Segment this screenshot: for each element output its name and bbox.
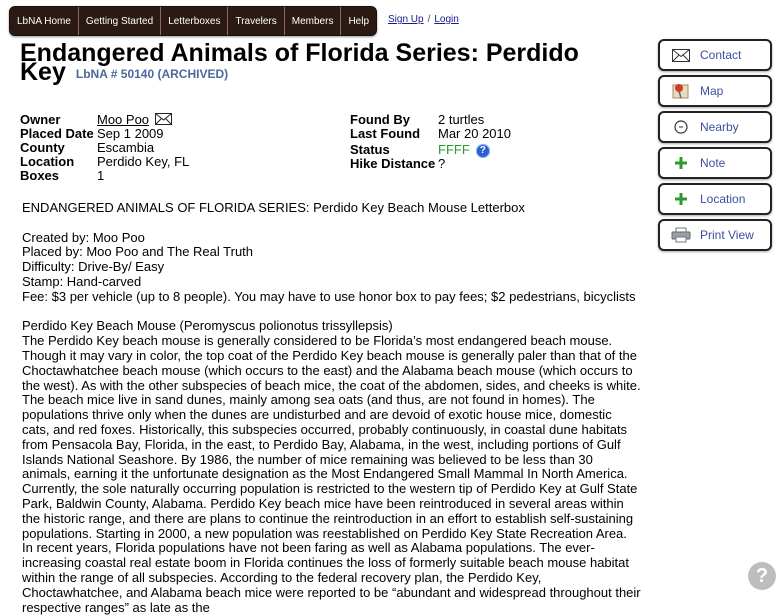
nearby-button[interactable]: [658, 111, 772, 143]
nav-item-help[interactable]: Help: [348, 15, 370, 27]
boxes-label: Boxes: [20, 168, 60, 183]
location-label: Location: [20, 154, 75, 169]
auth-links: [388, 14, 459, 25]
fee: Fee: $3 per vehicle (up to 8 people). You may have to use honor box to pay fees; $2 pedestrians, bicyclists: [22, 288, 636, 304]
nav-item-getting-started[interactable]: Getting Started: [79, 7, 161, 35]
location-button[interactable]: [658, 183, 772, 215]
created-by: Created by: Moo Poo: [22, 229, 145, 245]
nav-item-letterboxes[interactable]: Letterboxes: [161, 7, 228, 35]
plus-icon: [671, 154, 691, 172]
envelope-icon: [671, 46, 691, 64]
species-name: Perdido Key Beach Mouse (Peromyscus polionotus trissyllepsis): [22, 318, 393, 334]
compass-icon: [671, 118, 691, 136]
print-view-button[interactable]: [658, 219, 772, 251]
help-bubble-icon[interactable]: ?: [748, 562, 776, 590]
signup-link[interactable]: Sign Up: [388, 14, 424, 25]
note-label: Note: [700, 156, 726, 170]
paragraph-2: In recent years, Florida populations have not been faring as well as Alabama populations. The ever-increasing coastal real estate boom in Florida continues the loss of formerly suitable beach mouse habitat within the range of all subspecies. According to the federal recovery plan, the Perdido Key, Choctawhatchee, and Alabama beach mice were reported to be “abundant and widespread throughout their respective ranges” as late as the: [22, 540, 641, 615]
main-nav: [9, 6, 377, 36]
info-left: [20, 113, 189, 183]
auth-separator: /: [427, 14, 431, 25]
action-panel: [658, 39, 772, 255]
envelope-icon[interactable]: [155, 113, 172, 125]
printer-icon: [671, 226, 691, 244]
nav-item-members[interactable]: Members: [285, 7, 342, 35]
nearby-label: Nearby: [700, 120, 739, 134]
login-link[interactable]: Login: [434, 14, 459, 25]
info-right: [350, 113, 511, 171]
placed-date-value: Sep 1 2009: [97, 126, 164, 141]
map-button[interactable]: [658, 75, 772, 107]
county-label: County: [20, 140, 65, 155]
location-label: Location: [700, 192, 746, 206]
description-heading: ENDANGERED ANIMALS OF FLORIDA SERIES: Perdido Key Beach Mouse Letterbox: [22, 200, 525, 215]
contact-button[interactable]: [658, 39, 772, 71]
page-title: [20, 39, 620, 86]
hike-distance-value: ?: [438, 156, 446, 171]
lbna-number: LbNA # 50140 (ARCHIVED): [75, 67, 229, 81]
plus-icon: [671, 190, 691, 208]
status-value: FFFF: [438, 142, 470, 157]
map-pin-icon: [671, 82, 691, 100]
county-value: Escambia: [97, 140, 155, 155]
map-label: Map: [700, 84, 724, 98]
contact-label: Contact: [700, 48, 742, 62]
nav-item-lbna-home[interactable]: LbNA Home: [10, 7, 79, 35]
paragraph-1: The Perdido Key beach mouse is generally considered to be Florida’s most endangered beach mouse. Though it may vary in color, the top coat of the Perdido Key beach mouse is generally paler than that of the Choctawhatchee beach mouse (which occurs to the east) and the Alabama beach mouse (which occurs to the west). As with the other subspecies of beach mice, the coat of the abdomen, sides, and cheeks is white. The beach mice live in sand dunes, mainly among sea oats (and thus, are not found in homes). The populations thrive only when the dunes are undisturbed and are devoid of exotic house mice, domestic cats, and red foxes. Historically, this subspecies occurred, probably continuously, in coastal dune habitats from Pensacola Bay, Florida, in the east, to Perdido Bay, Alabama, in the west, including portions of Gulf Islands National Seashore. By 1986, the number of mice remaining was believed to be less than 30 animals, earning it the unfortunate designation as the Most Endangered Small Mammal In North America. Currently, the sole naturally occurring population is restricted to the western tip of Perdido Key at Gulf State Park, Baldwin County, Alabama. Perdido Key beach mice have been reintroduced in several areas within the historic range, and there are plans to continue the reintroduction in an effort to establish self-sustaining populations. Starting in 2000, a new population was reestablished on Perdido Key State Recreation Area.: [22, 333, 641, 541]
location-value: Perdido Key, FL: [97, 154, 190, 169]
boxes-value: 1: [97, 168, 105, 183]
nav-item-travelers[interactable]: Travelers: [228, 7, 284, 35]
owner-link[interactable]: Moo Poo: [97, 112, 150, 127]
print-view-label: Print View: [700, 228, 754, 242]
placed-date-label: Placed Date: [20, 126, 94, 141]
last-found-value: Mar 20 2010: [438, 126, 511, 141]
status-label: Status: [350, 142, 390, 157]
letterbox-description: [22, 201, 642, 615]
help-circle-icon[interactable]: ?: [476, 144, 490, 158]
owner-label: Owner: [20, 112, 61, 127]
hike-distance-label: Hike Distance: [350, 156, 436, 171]
difficulty: Difficulty: Drive-By/ Easy: [22, 259, 165, 275]
last-found-label: Last Found: [350, 126, 421, 141]
found-by-value: 2 turtles: [438, 112, 485, 127]
placed-by: Placed by: Moo Poo and The Real Truth: [22, 244, 254, 260]
page-title-text: Endangered Animals of Florida Series: Perdido Key: [20, 39, 579, 86]
stamp: Stamp: Hand-carved: [22, 273, 142, 289]
note-button[interactable]: [658, 147, 772, 179]
found-by-label: Found By: [350, 112, 410, 127]
